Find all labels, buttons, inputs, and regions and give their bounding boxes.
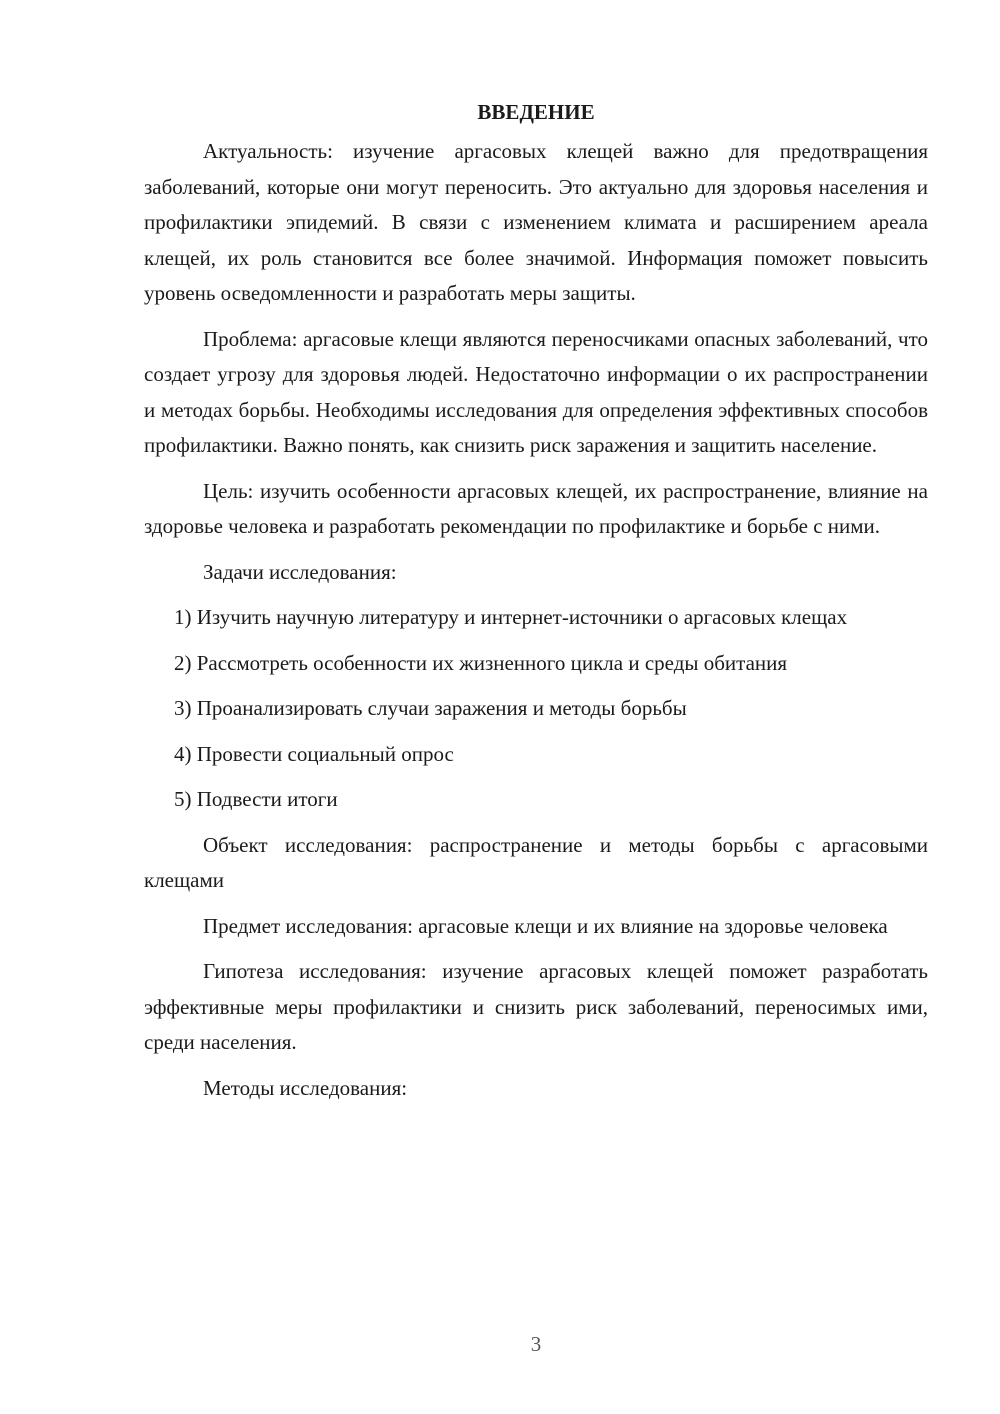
- tasks-heading: Задачи исследования:: [203, 559, 397, 584]
- task-item-3: 3) Проанализировать случаи заражения и методы борьбы: [174, 696, 687, 720]
- methods-heading: Методы исследования:: [203, 1075, 408, 1100]
- page-number: 3: [530, 1332, 542, 1356]
- task-item-1: 1) Изучить научную литературу и интернет-источники о аргасовых клещах: [174, 605, 848, 629]
- task-item-5: 5) Подвести итоги: [174, 787, 338, 811]
- document-page: [144, 95, 928, 1116]
- paragraph-subject: Предмет исследования: аргасовые клещи и их влияние на здоровье человека: [203, 913, 888, 938]
- task-item-2: 2) Рассмотреть особенности их жизненного цикла и среды обитания: [174, 650, 788, 675]
- section-title: ВВЕДЕНИЕ: [477, 100, 595, 124]
- paragraph-problem: Проблема: аргасовые клещи являются переносчиками опасных заболеваний, что создает угрозу для здоровья людей. Недостаточно информации о их распространении и методах борьбы. Необходимы исследования для определения эффективных способов профилактики. Важно понять, как снизить риск заражения и защитить население.: [144, 326, 928, 457]
- paragraph-relevance: Актуальность: изучение аргасовых клещей важно для предотвращения заболеваний, которые они могут переносить. Это актуально для здоровья населения и профилактики эпидемий. В связи с изменением климата и расширением ареала клещей, их роль становится все более значимой. Информация поможет повысить уровень осведомленности и разработать меры защиты.: [144, 139, 928, 305]
- paragraph-hypothesis: Гипотеза исследования: изучение аргасовых клещей поможет разработать эффективные меры профилактики и снизить риск заболеваний, переносимых ими, среди населения.: [144, 959, 928, 1054]
- task-item-4: 4) Провести социальный опрос: [174, 741, 454, 766]
- paragraph-object: Объект исследования: распространение и методы борьбы с аргасовыми клещами: [144, 832, 928, 892]
- paragraph-goal: Цель: изучить особенности аргасовых клещей, их распространение, влияние на здоровье человека и разработать рекомендации по профилактике и борьбе с ними.: [144, 478, 928, 538]
